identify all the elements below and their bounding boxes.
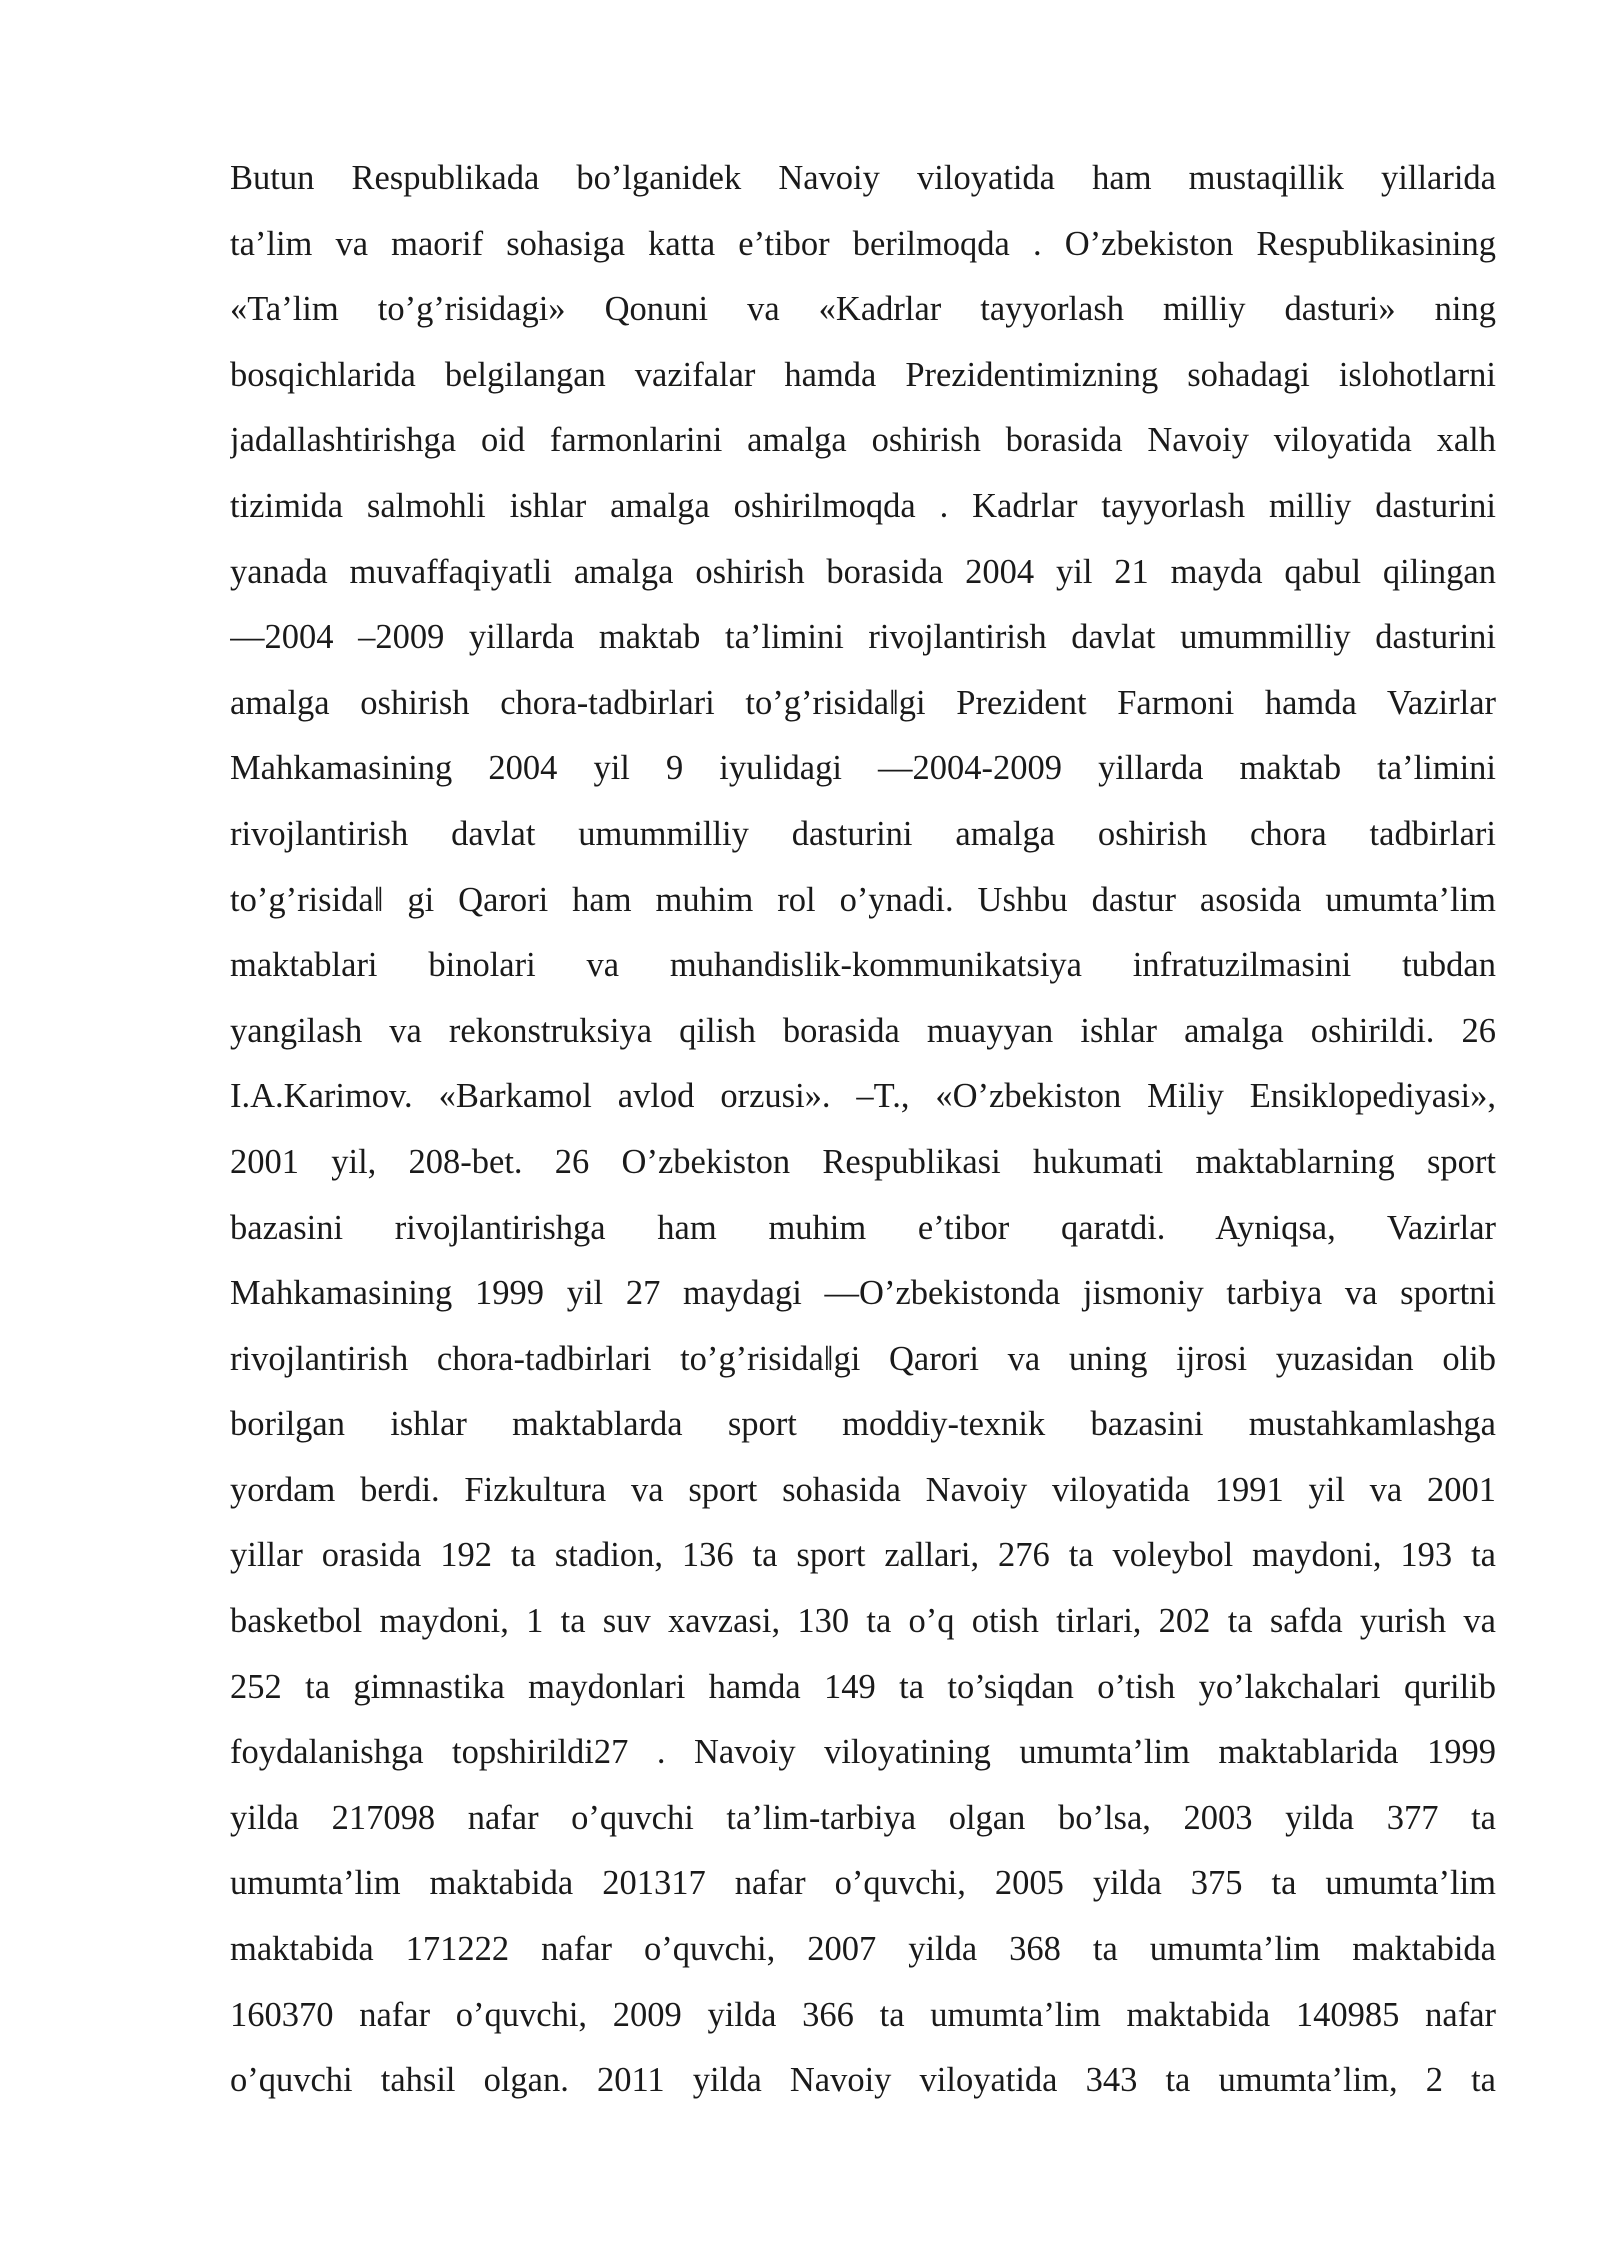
text-line: umumta’lim maktabida 201317 nafar o’quvchi, 2005 yilda 375 ta umumta’lim (230, 1864, 1496, 1903)
text-line: to’g’risida‖ gi Qarori ham muhim rol o’ynadi. Ushbu dastur asosida umumta’lim (230, 880, 1496, 919)
text-line: foydalanishga topshirildi27 . Navoiy viloyatining umumta’lim maktablarida 1999 (230, 1733, 1496, 1772)
text-line: basketbol maydoni, 1 ta suv xavzasi, 130 ta o’q otish tirlari, 202 ta safda yurish va (230, 1602, 1496, 1641)
text-line: maktablari binolari va muhandislik-kommunikatsiya infratuzilmasini tubdan (230, 946, 1496, 985)
text-line: amalga oshirish chora-tadbirlari to’g’risida‖gi Prezident Farmoni hamda Vazirlar (230, 683, 1496, 722)
text-line: tizimida salmohli ishlar amalga oshirilmoqda . Kadrlar tayyorlash milliy dasturini (230, 486, 1496, 525)
text-line: o’quvchi tahsil olgan. 2011 yilda Navoiy viloyatida 343 ta umumta’lim, 2 ta (230, 2061, 1496, 2100)
text-line: yilda 217098 nafar o’quvchi ta’lim-tarbiya olgan bo’lsa, 2003 yilda 377 ta (230, 1798, 1496, 1837)
text-line: I.A.Karimov. «Barkamol avlod orzusi». –T., «O’zbekiston Miliy Ensiklopediyasi», (230, 1077, 1496, 1116)
text-line: rivojlantirish davlat umummilliy dasturini amalga oshirish chora tadbirlari (230, 814, 1496, 853)
text-line: bosqichlarida belgilangan vazifalar hamda Prezidentimizning sohadagi islohotlarni (230, 355, 1496, 394)
text-line: «Ta’lim to’g’risidagi» Qonuni va «Kadrlar tayyorlash milliy dasturi» ning (230, 290, 1496, 329)
body-paragraph (230, 146, 1496, 2114)
text-line: yangilash va rekonstruksiya qilish borasida muayyan ishlar amalga oshirildi. 26 (230, 1011, 1496, 1050)
text-line: 160370 nafar o’quvchi, 2009 yilda 366 ta umumta’lim maktabida 140985 nafar (230, 1995, 1496, 2034)
text-line: ―2004 –2009 yillarda maktab ta’limini rivojlantirish davlat umummilliy dasturini (230, 618, 1496, 657)
text-line: maktabida 171222 nafar o’quvchi, 2007 yilda 368 ta umumta’lim maktabida (230, 1930, 1496, 1969)
text-line: yordam berdi. Fizkultura va sport sohasida Navoiy viloyatida 1991 yil va 2001 (230, 1470, 1496, 1509)
text-line: bazasini rivojlantirishga ham muhim e’tibor qaratdi. Ayniqsa, Vazirlar (230, 1208, 1496, 1247)
text-line: borilgan ishlar maktablarda sport moddiy-texnik bazasini mustahkamlashga (230, 1405, 1496, 1444)
text-line: ta’lim va maorif sohasiga katta e’tibor berilmoqda . O’zbekiston Respublikasining (230, 224, 1496, 263)
text-line: Mahkamasining 1999 yil 27 maydagi ―O’zbekistonda jismoniy tarbiya va sportni (230, 1274, 1496, 1313)
text-line: 252 ta gimnastika maydonlari hamda 149 ta to’siqdan o’tish yo’lakchalari qurilib (230, 1667, 1496, 1706)
text-line: rivojlantirish chora-tadbirlari to’g’risida‖gi Qarori va uning ijrosi yuzasidan olib (230, 1339, 1496, 1378)
text-line: Butun Respublikada bo’lganidek Navoiy viloyatida ham mustaqillik yillarida (230, 159, 1496, 197)
text-line: jadallashtirishga oid farmonlarini amalga oshirish borasida Navoiy viloyatida xalh (230, 421, 1496, 460)
text-line: 2001 yil, 208-bet. 26 O’zbekiston Respublikasi hukumati maktablarning sport (230, 1142, 1496, 1181)
text-line: yanada muvaffaqiyatli amalga oshirish borasida 2004 yil 21 mayda qabul qilingan (230, 552, 1496, 591)
text-line: Mahkamasining 2004 yil 9 iyulidagi ―2004-2009 yillarda maktab ta’limini (230, 749, 1496, 788)
text-line: yillar orasida 192 ta stadion, 136 ta sport zallari, 276 ta voleybol maydoni, 193 ta (230, 1536, 1496, 1575)
